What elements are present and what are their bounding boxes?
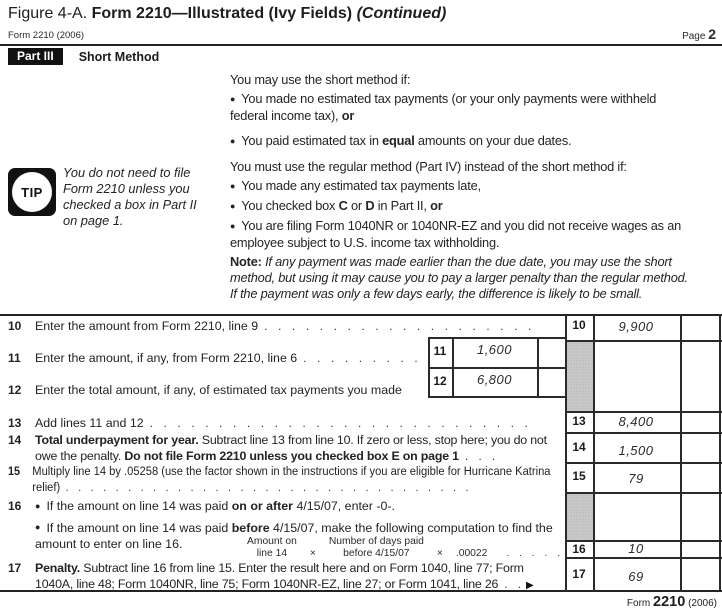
instructions-block <box>230 72 690 305</box>
dot-leader: . . . <box>464 448 496 463</box>
header-rule <box>0 44 722 46</box>
dot-leader: . . . . . . . . . . . . . . . . . . . . . . . . . . . . <box>149 416 528 430</box>
line-11-number: 11 <box>8 351 21 365</box>
must-use-lead: You must use the regular method (Part IV) instead of the short method if: <box>230 159 627 174</box>
may-use-lead: You may use the short method if: <box>230 72 411 87</box>
computation-factor: .00022 <box>455 547 488 559</box>
line-13-amount: 8,400 <box>618 414 654 429</box>
line-13-box-number: 13 <box>572 414 586 428</box>
may-use-bullet-1 <box>230 91 690 124</box>
dot-leader: . . <box>504 576 521 591</box>
figure-title-continued: (Continued) <box>356 5 447 22</box>
footer-form-label: Form <box>626 598 651 609</box>
line-16-bullet-1 <box>35 499 565 516</box>
bullet-icon: ● <box>230 93 236 104</box>
must-use-bullet-3-text: You are filing Form 1040NR or 1040NR-EZ and you did not receive wages as an employee subject to U.S. income tax withholding. <box>230 218 682 250</box>
figure-title-prefix: Figure 4-A. <box>8 5 88 22</box>
part-title: Short Method <box>78 49 160 64</box>
line-17-text: Penalty. Subtract line 16 from line 15. Enter the result here and on Form 1040, line 77; Form 1040A, line 48; Form 1040NR, line 75; Form 1040NR-EZ, line 27; or Form 1041, line 26 <box>35 561 524 591</box>
line-16-number: 16 <box>8 499 22 513</box>
line-12-box-number: 12 <box>433 374 447 388</box>
line-13-row <box>8 416 563 432</box>
line-14-box-number: 14 <box>572 440 586 454</box>
line-11-box-number: 11 <box>433 344 447 358</box>
must-use-bullet-2 <box>230 198 690 215</box>
line-12-number: 12 <box>8 383 22 397</box>
note-paragraph: Note: If any payment was made earlier than the due date, you may use the short method, but using it may cause you to pay a larger penalty than the regular method. If the payment was only a few days early, the difference is likely to be small. <box>230 254 688 301</box>
multiply-icon: × <box>309 547 316 559</box>
figure-title <box>8 5 446 23</box>
inner-box-rule <box>428 367 565 369</box>
line-15-text: Multiply line 14 by .05258 (use the factor shown in the instructions if you are eligible for Hurricane Katrina relief) <box>32 464 551 494</box>
may-use-bullet-1-text: You made no estimated tax payments (or your only payments were withheld federal income tax), or <box>230 91 657 123</box>
page-number <box>682 26 716 42</box>
table-cell-rule <box>565 411 722 413</box>
line-11-amount: 1,600 <box>476 342 513 357</box>
computation-days-paid: Number of days paid before 4/15/07 <box>328 536 424 559</box>
line-10-text: Enter the amount from Form 2210, line 9 <box>35 319 259 333</box>
line-15-row <box>8 464 559 495</box>
tip-text: You do not need to file Form 2210 unless you checked a box in Part II on page 1. <box>63 165 197 228</box>
dot-leader: . . . . . . . . . . . . . . . . . . . . <box>264 319 532 333</box>
line-17-number: 17 <box>8 561 21 575</box>
bullet-icon: ● <box>230 135 236 146</box>
line-12-amount: 6,800 <box>476 372 513 387</box>
footer-form-year: (2006) <box>688 598 717 609</box>
line-16-computation <box>247 536 560 559</box>
figure-title-main: Form 2210—Illustrated (Ivy Fields) <box>91 5 353 22</box>
part-badge: Part III <box>8 48 63 65</box>
pointer-arrow-icon: ▶ <box>525 579 534 591</box>
table-cell-rule <box>565 557 722 559</box>
must-use-bullet-1 <box>230 178 690 195</box>
tip-icon <box>8 168 56 216</box>
dot-leader: . . . . . . . . . <box>303 351 418 365</box>
may-use-bullet-2 <box>230 133 690 150</box>
may-use-bullet-2-text: You paid estimated tax in equal amounts on your due dates. <box>241 133 572 148</box>
line-12-text: Enter the total amount, if any, of estimated tax payments you made <box>35 383 402 397</box>
line-12-row <box>8 383 426 399</box>
page-label: Page <box>682 31 706 42</box>
line-16-bullet-2-cont: amount to enter on line 16. <box>35 537 183 551</box>
must-use-bullet-2-text: You checked box C or D in Part II, or <box>241 198 443 213</box>
table-vline <box>719 314 721 592</box>
line-16-amount: 10 <box>628 541 644 556</box>
must-use-bullet-3 <box>230 218 690 251</box>
table-vline <box>680 314 682 592</box>
line-16-box-number: 16 <box>572 542 586 556</box>
inner-box-rule <box>537 337 539 397</box>
bullet-icon: ● <box>230 220 236 231</box>
table-cell-rule <box>565 432 722 434</box>
shaded-cell <box>567 342 593 411</box>
line-14-row <box>8 433 565 464</box>
multiply-icon: × <box>436 547 443 559</box>
line-17-row <box>8 561 565 593</box>
table-cell-rule <box>565 462 722 464</box>
line-15-number: 15 <box>8 464 21 478</box>
line-16-bullet-2 <box>35 521 565 538</box>
line-13-number: 13 <box>8 416 22 430</box>
line-14-text: Total underpayment for year. Subtract line 13 from line 10. If zero or less, stop here; you do not owe the penalty. Do not file Form 2210 unless you checked box E on page 1 <box>35 433 547 463</box>
line-10-amount: 9,900 <box>618 319 654 334</box>
line-10-box-number: 10 <box>572 318 586 332</box>
form-footer <box>627 594 717 610</box>
line-15-box-number: 15 <box>572 469 586 483</box>
line-14-number: 14 <box>8 433 21 447</box>
inner-box-rule <box>428 396 565 398</box>
line-17-amount: 69 <box>628 569 644 584</box>
line-15-amount: 79 <box>628 471 644 486</box>
part-header <box>8 48 159 65</box>
bullet-icon: ● <box>35 522 41 532</box>
footer-form-number: 2210 <box>653 594 686 610</box>
shaded-cell <box>567 494 593 540</box>
line-10-number: 10 <box>8 319 22 333</box>
dot-leader: . . . . . <box>506 547 561 559</box>
form-id-label: Form 2210 (2006) <box>8 30 85 41</box>
page-number-value: 2 <box>708 26 716 42</box>
line-13-text: Add lines 11 and 12 <box>35 416 144 430</box>
line-10-row <box>8 319 563 335</box>
dot-leader: . . . . . . . . . . . . . . . . . . . . . . . . . . . . . . . . . <box>65 479 469 494</box>
inner-box-rule <box>428 337 565 339</box>
line-16-bullet-1-text: If the amount on line 14 was paid on or after 4/15/07, enter -0-. <box>46 499 395 513</box>
tip-icon-label: TIP <box>12 172 52 212</box>
line-11-text: Enter the amount, if any, from Form 2210, line 6 <box>35 351 298 365</box>
must-use-bullet-1-text: You made any estimated tax payments late, <box>241 178 481 193</box>
table-top-rule <box>0 314 722 316</box>
bullet-icon: ● <box>230 200 236 211</box>
computation-amount-on-line-14: Amount on line 14 <box>247 536 297 559</box>
bullet-icon: ● <box>35 500 41 511</box>
line-17-box-number: 17 <box>572 567 586 581</box>
line-16-bullet-2-text: If the amount on line 14 was paid before 4/15/07, make the following computation to find the <box>46 520 553 535</box>
bullet-icon: ● <box>230 180 236 191</box>
line-11-row <box>8 351 426 367</box>
line-14-amount: 1,500 <box>618 443 654 458</box>
